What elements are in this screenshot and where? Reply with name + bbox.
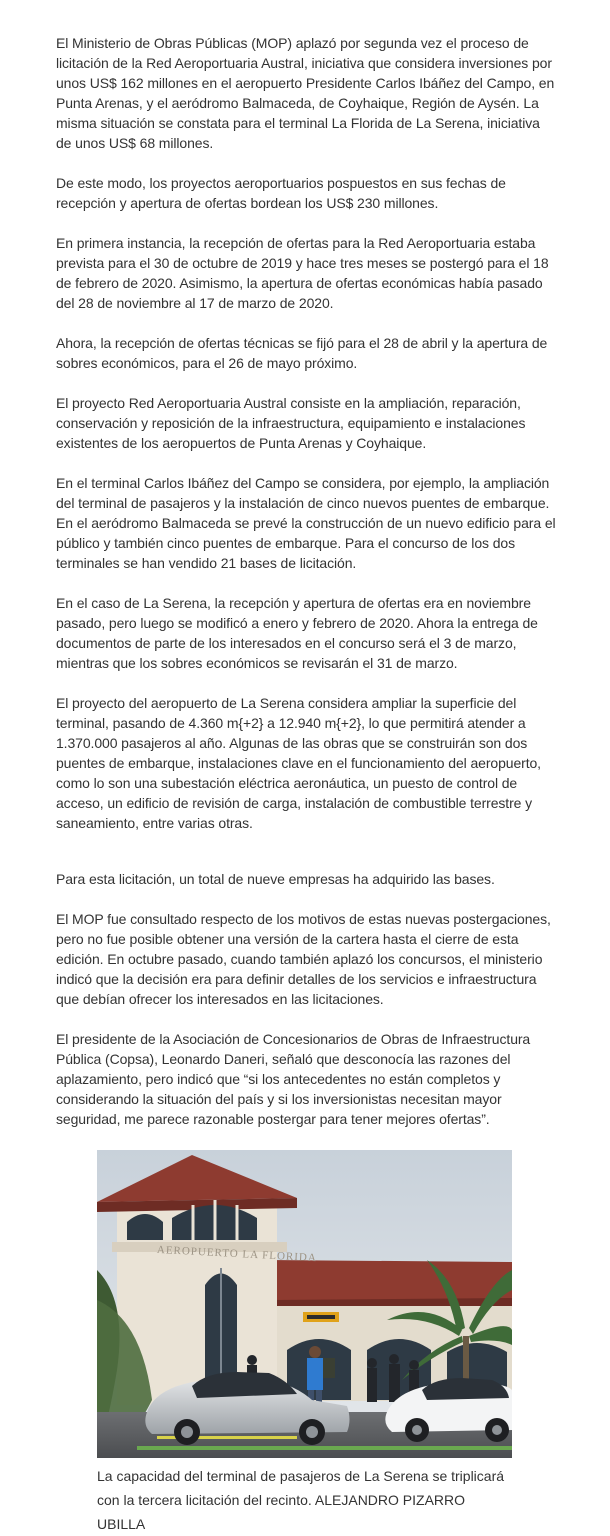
article-paragraph: El proyecto del aeropuerto de La Serena considera ampliar la superficie del terminal, pasando de 4.360 m{+2} a 12.940 m{+2}, lo que permitirá atender a 1.370.000 pasajeros al año. Algunas de las obras que se construirán son dos puentes de embarque, instalaciones clave en el funcionamiento del aeropuerto, como lo son una subestación eléctrica aeronáutica, un puesto de control de acceso, un edificio de revisión de carga, instalación de combustible terrestre y saneamiento, entre varias otras. — [56, 695, 541, 831]
building-sign: AEROPUERTO LA FLORIDA — [156, 1243, 318, 1265]
article-paragraph: El Ministerio de Obras Públicas (MOP) aplazó por segunda vez el proceso de licitación de la Red Aeroportuaria Austral, iniciativa que considera inversiones por unos US$ 162 millones en el aeropuerto Presidente Carlos Ibáñez del Campo, en Punta Arenas, y el aeródromo Balmaceda, de Coyhaique, Región de Aysén. La misma situación se constata para el terminal La Florida de La Serena, iniciativa de unos US$ 68 millones. — [56, 35, 555, 151]
photo-caption: La capacidad del terminal de pasajeros de La Serena se triplicará con la tercera licitación del recinto. ALEJANDRO PIZARRO UBILLA — [97, 1468, 505, 1532]
article-paragraph: En el terminal Carlos Ibáñez del Campo se considera, por ejemplo, la ampliación del terminal de pasajeros y la instalación de cinco nuevos puentes de embarque. En el aeródromo Balmaceda se prevé la construcción de un nuevo edificio para el público y también cinco puentes de embarque. Para el concurso de los dos terminales se han vendido 21 bases de licitación. — [56, 475, 556, 571]
article-paragraph: En el caso de La Serena, la recepción y apertura de ofertas era en noviembre pasado, pero luego se modificó a enero y febrero de 2020. Ahora la entrega de documentos de parte de los interesados en el concurso será el 3 de marzo, mientras que los sobres económicos se revisarán el 31 de marzo. — [56, 595, 538, 671]
article-figure — [97, 1150, 512, 1536]
article-paragraph: Para esta licitación, un total de nueve empresas ha adquirido las bases. — [56, 871, 495, 887]
article-paragraph: El presidente de la Asociación de Concesionarios de Obras de Infraestructura Pública (Copsa), Leonardo Daneri, señaló que desconocía las razones del aplazamiento, pero indicó que “si los antecedentes no están completos y considerando la situación del país y si los inversionistas necesitan mayor seguridad, me parece razonable postergar para tener mejores ofertas”. — [56, 1031, 531, 1127]
article-paragraph: En primera instancia, la recepción de ofertas para la Red Aeroportuaria estaba prevista para el 30 de octubre de 2019 y hace tres meses se postergó para el 18 de febrero de 2020. Asimismo, la apertura de ofertas económicas había pasado del 28 de noviembre al 17 de marzo de 2020. — [56, 235, 549, 311]
article-paragraph: Ahora, la recepción de ofertas técnicas se fijó para el 28 de abril y la apertura de sobres económicos, para el 26 de mayo próximo. — [56, 335, 548, 371]
article-paragraph: El MOP fue consultado respecto de los motivos de estas nuevas postergaciones, pero no fue posible obtener una versión de la cartera hasta el cierre de esta edición. En octubre pasado, cuando también aplazó los concursos, el ministerio indicó que la decisión era para definir detalles de los servicios e infraestructura que debían ofrecer los interesados en las licitaciones. — [56, 911, 551, 1007]
article-body — [56, 33, 556, 1149]
airport-photo — [97, 1150, 512, 1458]
article-paragraph: El proyecto Red Aeroportuaria Austral consiste en la ampliación, reparación, conservación y reposición de la infraestructura, equipamiento e instalaciones existentes de los aeropuertos de Punta Arenas y Coyhaique. — [56, 395, 526, 451]
article-paragraph: De este modo, los proyectos aeroportuarios pospuestos en sus fechas de recepción y apertura de ofertas bordean los US$ 230 millones. — [56, 175, 506, 211]
